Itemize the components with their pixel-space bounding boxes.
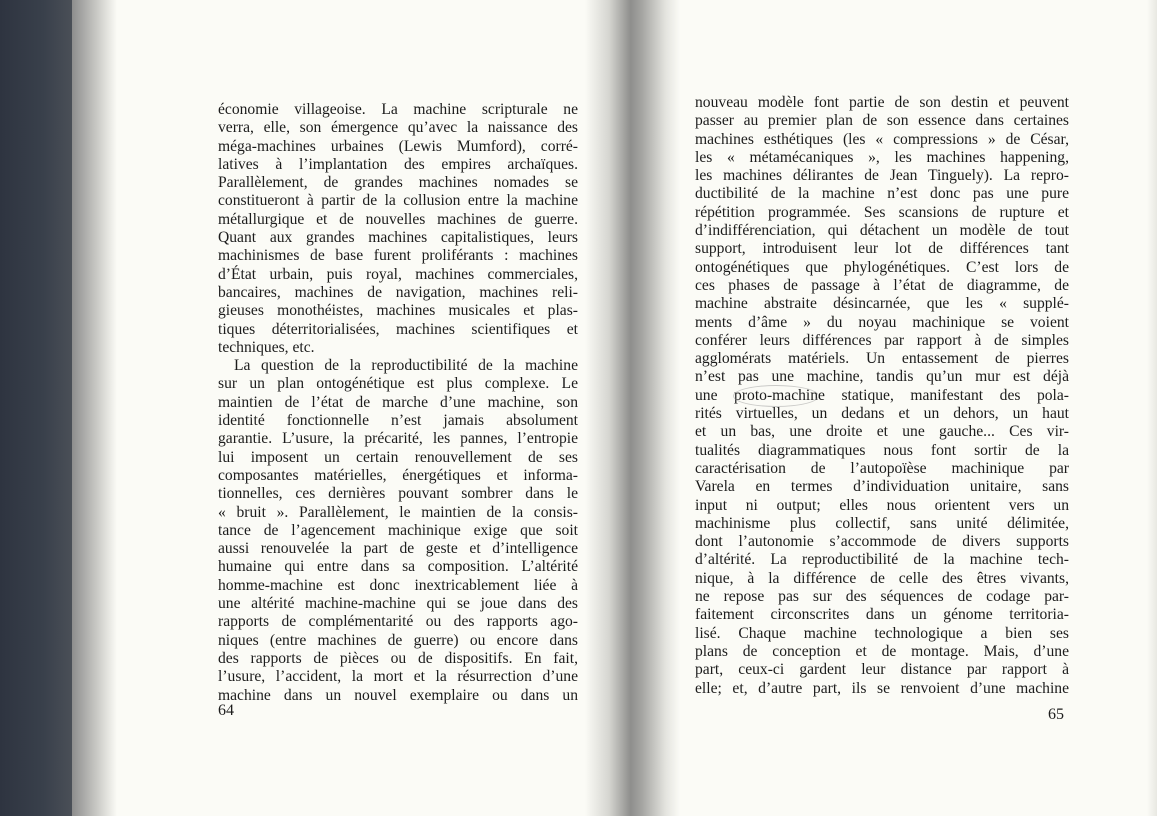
text-line: caractérisation de l’autopoïèse machinique par	[695, 459, 1069, 477]
text-line: rapports de complémentarité ou des rapports ago-	[218, 613, 578, 631]
text-line: garantie. L’usure, la précarité, les pannes, l’entropie	[218, 430, 578, 448]
text-line: sur un plan ontogénétique est plus complexe. Le	[218, 375, 578, 393]
text-line: d’État urbain, puis royal, machines commerciales,	[218, 265, 578, 283]
left-page-number: 64	[218, 702, 234, 719]
text-line: métallurgique et de nouvelles machines de guerre.	[218, 210, 578, 228]
text-line: homme-machine est donc inextricablement liée à	[218, 576, 578, 594]
text-line: d’indifférenciation, qui détachent un modèle de tout	[695, 222, 1069, 240]
text-line: techniques, etc.	[218, 338, 315, 356]
text-line: ces phases de passage à l’état de diagramme, de	[695, 276, 1069, 294]
text-line: et un bas, une droite et une gauche... Ces vir-	[695, 423, 1069, 441]
text-line: dont l’autonomie s’accommode de divers supports	[695, 533, 1069, 551]
text-line: machinisme plus collectif, sans unité délimitée,	[695, 514, 1069, 532]
text-line: latives à l’implantation des empires archaïques.	[218, 155, 578, 173]
text-line: les « métamécaniques », les machines happening,	[695, 148, 1069, 166]
text-line: Varela en termes d’individuation unitaire, sans	[695, 478, 1069, 496]
text-line: machines esthétiques (les « compressions » de César,	[695, 130, 1069, 148]
text-line: passer au premier plan de son essence dans certaines	[695, 112, 1069, 130]
text-line: input ni output; elles nous orientent vers un	[695, 496, 1069, 514]
text-line: tionnelles, ces dernières pouvant sombrer dans le	[218, 485, 578, 503]
text-line: niques (entre machines de guerre) ou encore dans	[218, 631, 578, 649]
right-page-number: 65	[1048, 706, 1064, 723]
text-line: l’usure, l’accident, la mort et la résurrection d’une	[218, 668, 578, 686]
text-line: humaine qui entre dans sa composition. L’altérité	[218, 558, 578, 576]
book-spine-edge	[0, 0, 72, 816]
text-line: verra, elle, son émergence qu’avec la naissance des	[218, 119, 578, 137]
text-line: machine abstraite désincarnée, que les « supplé-	[695, 295, 1069, 313]
text-line: bancaires, machines de navigation, machines reli-	[218, 283, 578, 301]
text-line: maintien de l’état de marche d’une machine, son	[218, 393, 578, 411]
text-line: machinismes de base furent proliférants : machines	[218, 247, 578, 265]
text-line: tiques déterritorialisées, machines scientifiques et	[218, 320, 578, 338]
text-line: composantes matérielles, énergétiques et informa-	[218, 466, 578, 484]
text-line: lisé. Chaque machine technologique a bien ses	[695, 624, 1069, 642]
text-line: rités virtuelles, un dedans et un dehors, un haut	[695, 405, 1069, 423]
text-line: Quant aux grandes machines capitalistiques, leurs	[218, 229, 578, 247]
text-line: plans de conception et de montage. Mais, d’une	[695, 642, 1069, 660]
text-line: support, introduisent leur lot de différences tant	[695, 240, 1069, 258]
text-line: ontogénétiques que phylogénétiques. C’est lors de	[695, 258, 1069, 276]
pencil-circle-annotation	[733, 385, 819, 407]
text-line: répétition programmée. Ses scansions de rupture et	[695, 203, 1069, 221]
text-line: méga-machines urbaines (Lewis Mumford), corré-	[218, 137, 578, 155]
text-line: économie villageoise. La machine scripturale ne	[218, 101, 578, 118]
text-line: identité fonctionnelle n’est jamais absolument	[218, 412, 578, 430]
text-line: Parallèlement, de grandes machines nomades se	[218, 174, 578, 192]
text-line: agglomérats matériels. Un entassement de pierres	[695, 350, 1069, 368]
text-line: des rapports de pièces ou de dispositifs. En fait,	[218, 649, 578, 667]
text-line: les machines délirantes de Jean Tinguely). La repro-	[695, 167, 1069, 185]
text-line: une altérité machine-machine qui se joue dans des	[218, 595, 578, 613]
text-line: La question de la reproductibilité de la machine	[234, 357, 578, 375]
text-line: n’est pas une machine, tandis qu’un mur est déjà	[695, 368, 1069, 386]
text-line: tualités diagrammatiques nous font sortir de la	[695, 441, 1069, 459]
text-line: lui imposent un certain renouvellement de ses	[218, 448, 578, 466]
text-line: conférer leurs différences par rapport à de simples	[695, 331, 1069, 349]
text-line: nouveau modèle font partie de son destin et peuvent	[695, 94, 1069, 111]
text-line: nique, à la différence de celle des êtres vivants,	[695, 569, 1069, 587]
text-line: machine dans un nouvel exemplaire ou dans un	[218, 686, 578, 704]
text-line: ments d’âme » du noyau machinique se voient	[695, 313, 1069, 331]
text-line: constitueront à partir de la collusion entre la machine	[218, 192, 578, 210]
text-line: tance de l’agencement machinique exige que soit	[218, 521, 578, 539]
text-line: ductibilité de la machine n’est donc pas une pure	[695, 185, 1069, 203]
text-line: faitement circonscrites dans un génome territoria-	[695, 606, 1069, 624]
text-line: d’altérité. La reproductibilité de la machine tech-	[695, 551, 1069, 569]
left-page-body	[218, 101, 578, 705]
text-line: « bruit ». Parallèlement, le maintien de la consis-	[218, 503, 578, 521]
text-line: gieuses monothéistes, machines musicales et plas-	[218, 302, 578, 320]
right-page-edge	[1147, 0, 1157, 816]
text-line: aussi renouvelée la part de geste et d’intelligence	[218, 540, 578, 558]
page-edge-shadow	[72, 0, 117, 816]
text-line: une proto-machine statique, manifestant des pola-	[695, 386, 1069, 404]
text-line: ne repose pas sur des séquences de codage par-	[695, 588, 1069, 606]
book-gutter-shadow	[585, 0, 680, 816]
text-line: part, ceux-ci gardent leur distance par rapport à	[695, 661, 1069, 679]
text-line: elle; et, d’autre part, ils se renvoient d’une machine	[695, 679, 1069, 697]
